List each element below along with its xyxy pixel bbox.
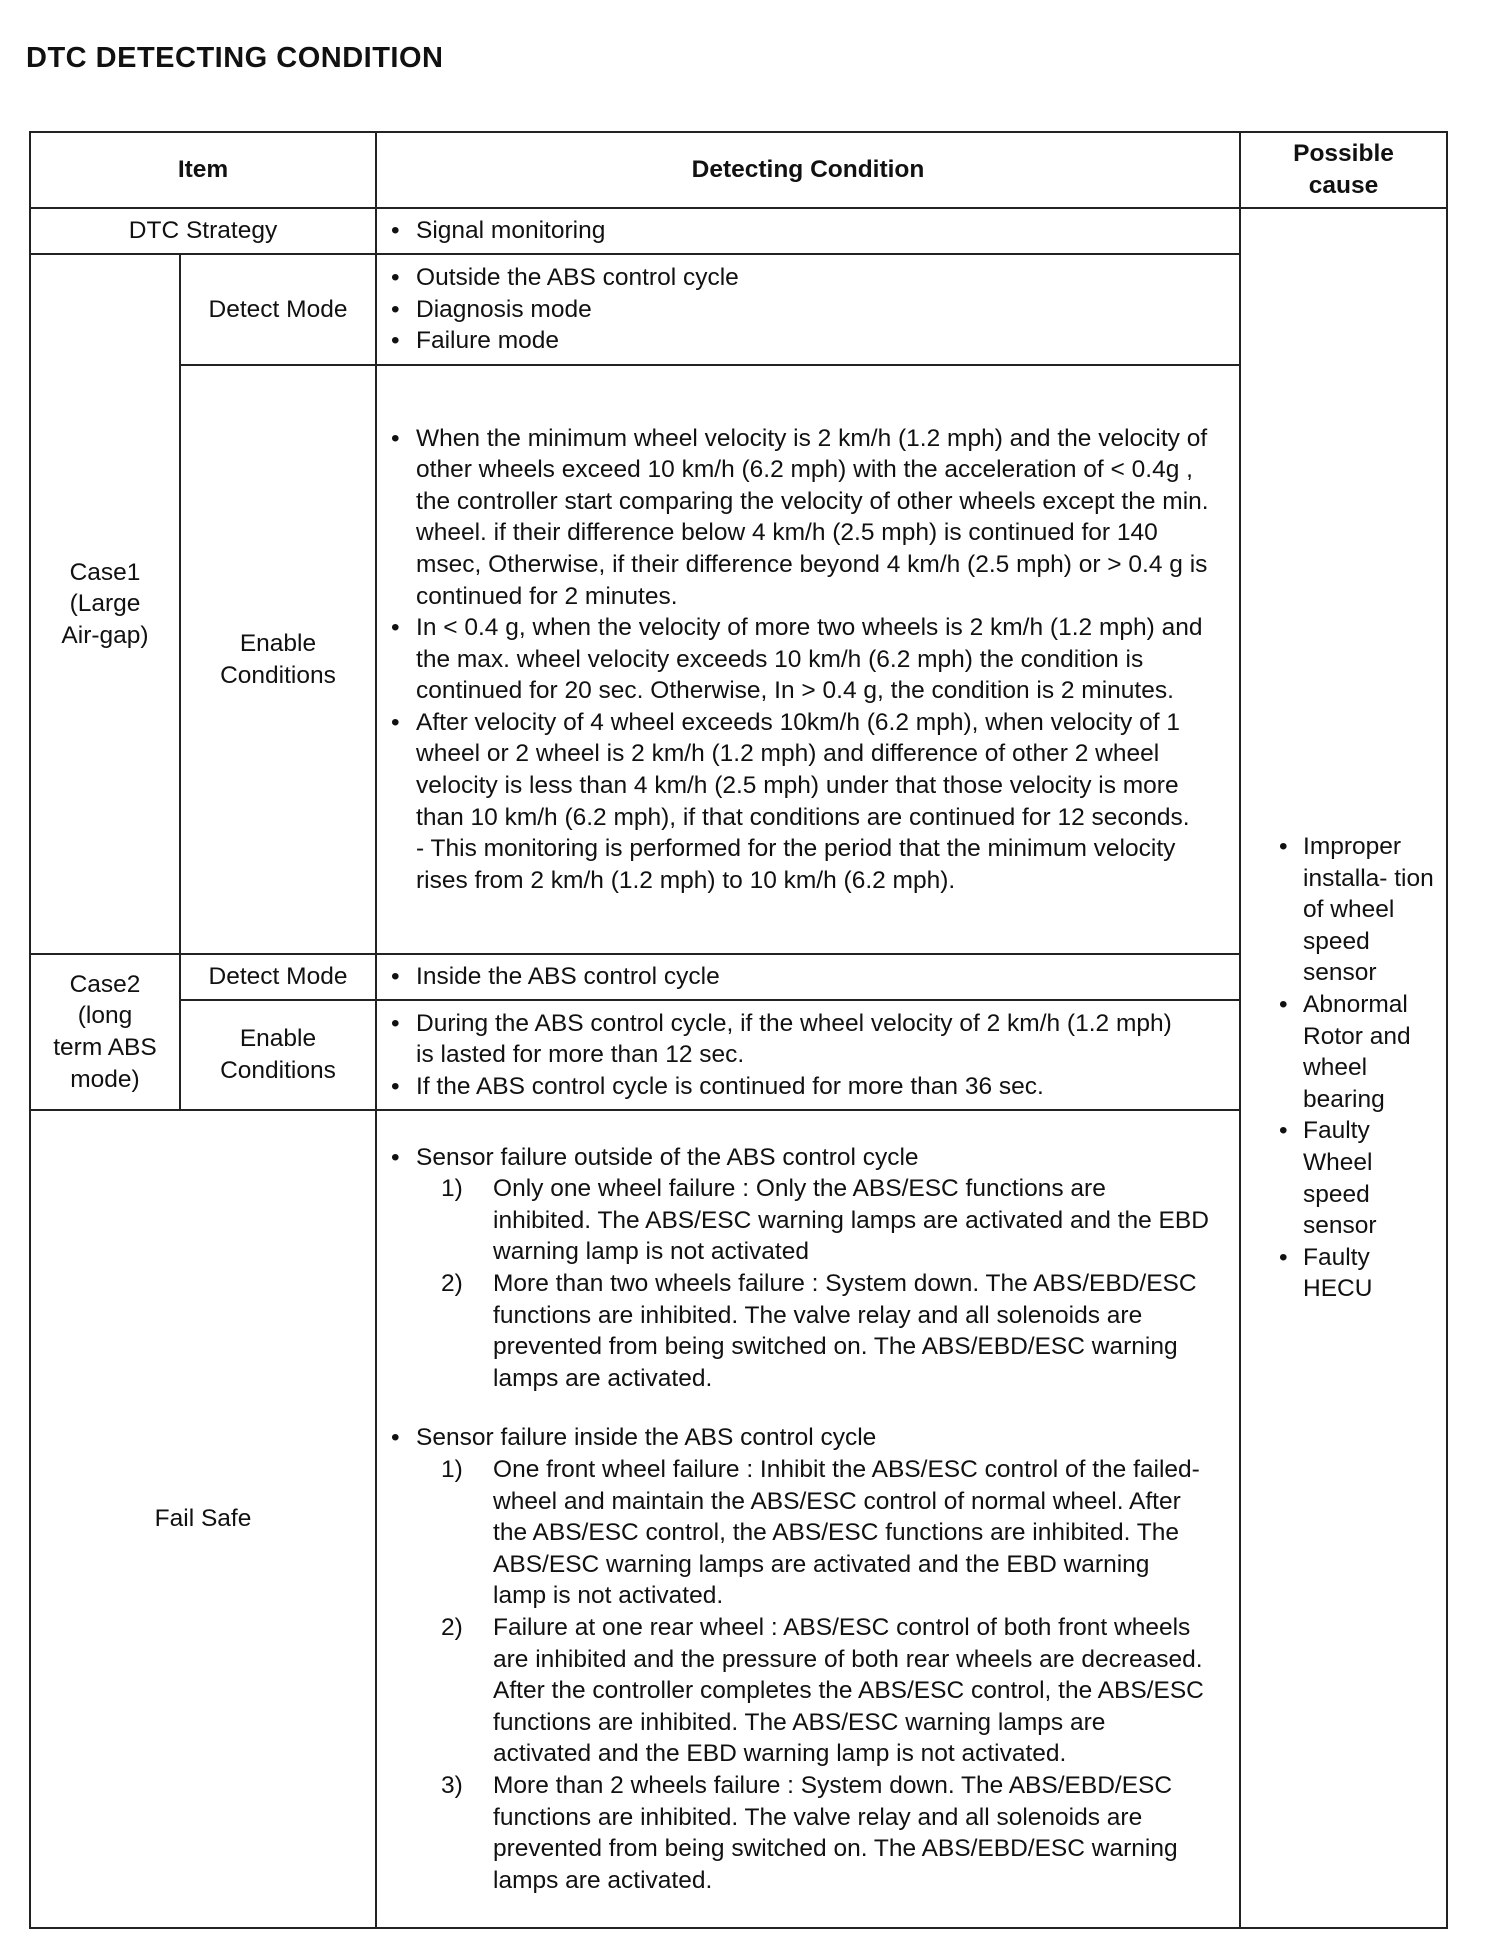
enable-condition-item: • During the ABS control cycle, if the wheel velocity of 2 km/h (1.2 mph) is lasted for more than 12 sec. [416,1008,1179,1071]
case2-label-text: Case2 (long term ABS mode) [53,970,157,1093]
fail-safe-group [416,1142,1209,1423]
item-number: 1) [441,1456,463,1484]
row-case2-detect-mode [30,954,1447,1000]
item-number: 3) [441,1771,463,1799]
fail-safe-group-heading: Sensor failure inside the ABS control cycle [416,1424,877,1452]
possible-cause-list [1241,831,1446,1305]
detect-mode-item: • Outside the ABS control cycle [416,262,1229,294]
item-text: More than 2 wheels failure : System down. The ABS/EBD/ESC functions are inhibited. The valve relay and all solenoids are prevented from being switched on. The ABS/EBD/ESC warning lamps are activated. [493,1771,1178,1894]
row-fail-safe [30,1110,1447,1928]
case2-detect-mode-value [376,954,1240,1000]
enable-condition-item [416,707,1221,897]
enable-condition-text: After velocity of 4 wheel exceeds 10km/h (6.2 mph), when velocity of 1 wheel or 2 wheel is 2 km/h (1.2 mph) and difference of other 2 wheel velocity is less than 4 km/h (2.5 mph) under that those velocity is more than 10 km/h (6.2 mph), if that conditions are continued for 12 seconds. [416,708,1190,831]
row-case1-enable [30,365,1447,954]
fail-safe-value [376,1110,1240,1928]
fail-safe-item [441,1612,1209,1770]
case2-enable-label-text: Enable Conditions [220,1025,336,1084]
header-item: Item [30,132,376,208]
fail-safe-group-heading: Sensor failure outside of the ABS control cycle [416,1143,919,1171]
row-case2-enable [30,1000,1447,1110]
fail-safe-item [441,1770,1209,1896]
dtc-strategy-value [376,208,1240,254]
strategy-item: • Signal monitoring [416,215,1229,247]
case1-enable-value [376,365,1240,954]
cause-item: • Faulty HECU [1303,1242,1436,1305]
fail-safe-item [441,1173,1209,1268]
cause-item: • Faulty Wheel speed sensor [1303,1115,1436,1241]
case2-detect-mode-label: Detect Mode [180,954,376,1000]
enable-condition-item: • When the minimum wheel velocity is 2 km/h (1.2 mph) and the velocity of other wheels exceed 10 km/h (6.2 mph) with the acceleration of < 0.4g , the controller start comparing the velocity of other wheels except the min. wheel. if their difference below 4 km/h (2.5 mph) is continued for 140 msec, Otherwise, if their difference beyond 4 km/h (2.5 mph) or > 0.4 g is continued for 2 minutes. [416,423,1221,613]
item-text: One front wheel failure : Inhibit the ABS/ESC control of the failed-wheel and maintain the ABS/ESC control of normal wheel. After the ABS/ESC control, the ABS/ESC functions are inhibited. The ABS/ESC warning lamps are activated and the EBD warning lamp is not activated. [493,1456,1200,1610]
case1-detect-mode-value [376,254,1240,365]
fail-safe-item [441,1454,1209,1612]
case2-label [30,954,180,1110]
item-text: Only one wheel failure : Only the ABS/ESC functions are inhibited. The ABS/ESC warning lamps are activated and the EBD warning lamp is not activated [493,1175,1209,1266]
item-number: 2) [441,1270,463,1298]
header-possible-cause-text: Possible cause [1293,140,1394,199]
possible-cause-cell [1240,208,1447,1928]
detect-mode-item: • Inside the ABS control cycle [416,961,1229,993]
monitoring-note: - This monitoring is performed for the period that the minimum velocity rises from 2 km/h (1.2 mph) to 10 km/h (6.2 mph). [416,835,1176,894]
row-case1-detect-mode [30,254,1447,365]
fail-safe-item [441,1268,1209,1394]
page-title: DTC DETECTING CONDITION [26,42,444,74]
dtc-strategy-label: DTC Strategy [30,208,376,254]
case1-enable-label [180,365,376,954]
fail-safe-label: Fail Safe [30,1110,376,1928]
detect-mode-item: • Diagnosis mode [416,294,1229,326]
table-header-row [30,132,1447,208]
case1-label-text: Case1 (Large Air-gap) [61,558,149,649]
header-possible-cause [1240,132,1447,208]
item-number: 1) [441,1175,463,1203]
item-text: More than two wheels failure : System down. The ABS/EBD/ESC functions are inhibited. The valve relay and all solenoids are prevented from being switched on. The ABS/EBD/ESC warning lamps are activated. [493,1270,1197,1392]
item-number: 2) [441,1613,463,1641]
row-dtc-strategy [30,208,1447,254]
enable-condition-item: • If the ABS control cycle is continued for more than 36 sec. [416,1071,1179,1103]
case2-enable-label [180,1000,376,1110]
dtc-condition-table [29,131,1448,1929]
enable-condition-item: • In < 0.4 g, when the velocity of more two wheels is 2 km/h (1.2 mph) and the max. wheel velocity exceeds 10 km/h (6.2 mph) the condition is continued for 20 sec. Otherwise, In > 0.4 g, the condition is 2 minutes. [416,612,1221,707]
item-text: Failure at one rear wheel : ABS/ESC control of both front wheels are inhibited and the pressure of both rear wheels are decreased. After the controller completes the ABS/ESC control, the ABS/ESC functions are inhibited. The ABS/ESC warning lamps are activated and the EBD warning lamp is not activated. [493,1613,1204,1768]
fail-safe-group [416,1422,1209,1896]
case1-detect-mode-label: Detect Mode [180,254,376,365]
case2-enable-value [376,1000,1240,1110]
header-detecting-condition: Detecting Condition [376,132,1240,208]
cause-item: • Improper installa- tion of wheel speed sensor [1303,831,1436,989]
detect-mode-item: • Failure mode [416,325,1229,357]
case1-label [30,254,180,954]
cause-item: • Abnormal Rotor and wheel bearing [1303,989,1436,1115]
case1-enable-label-text: Enable Conditions [220,629,336,689]
